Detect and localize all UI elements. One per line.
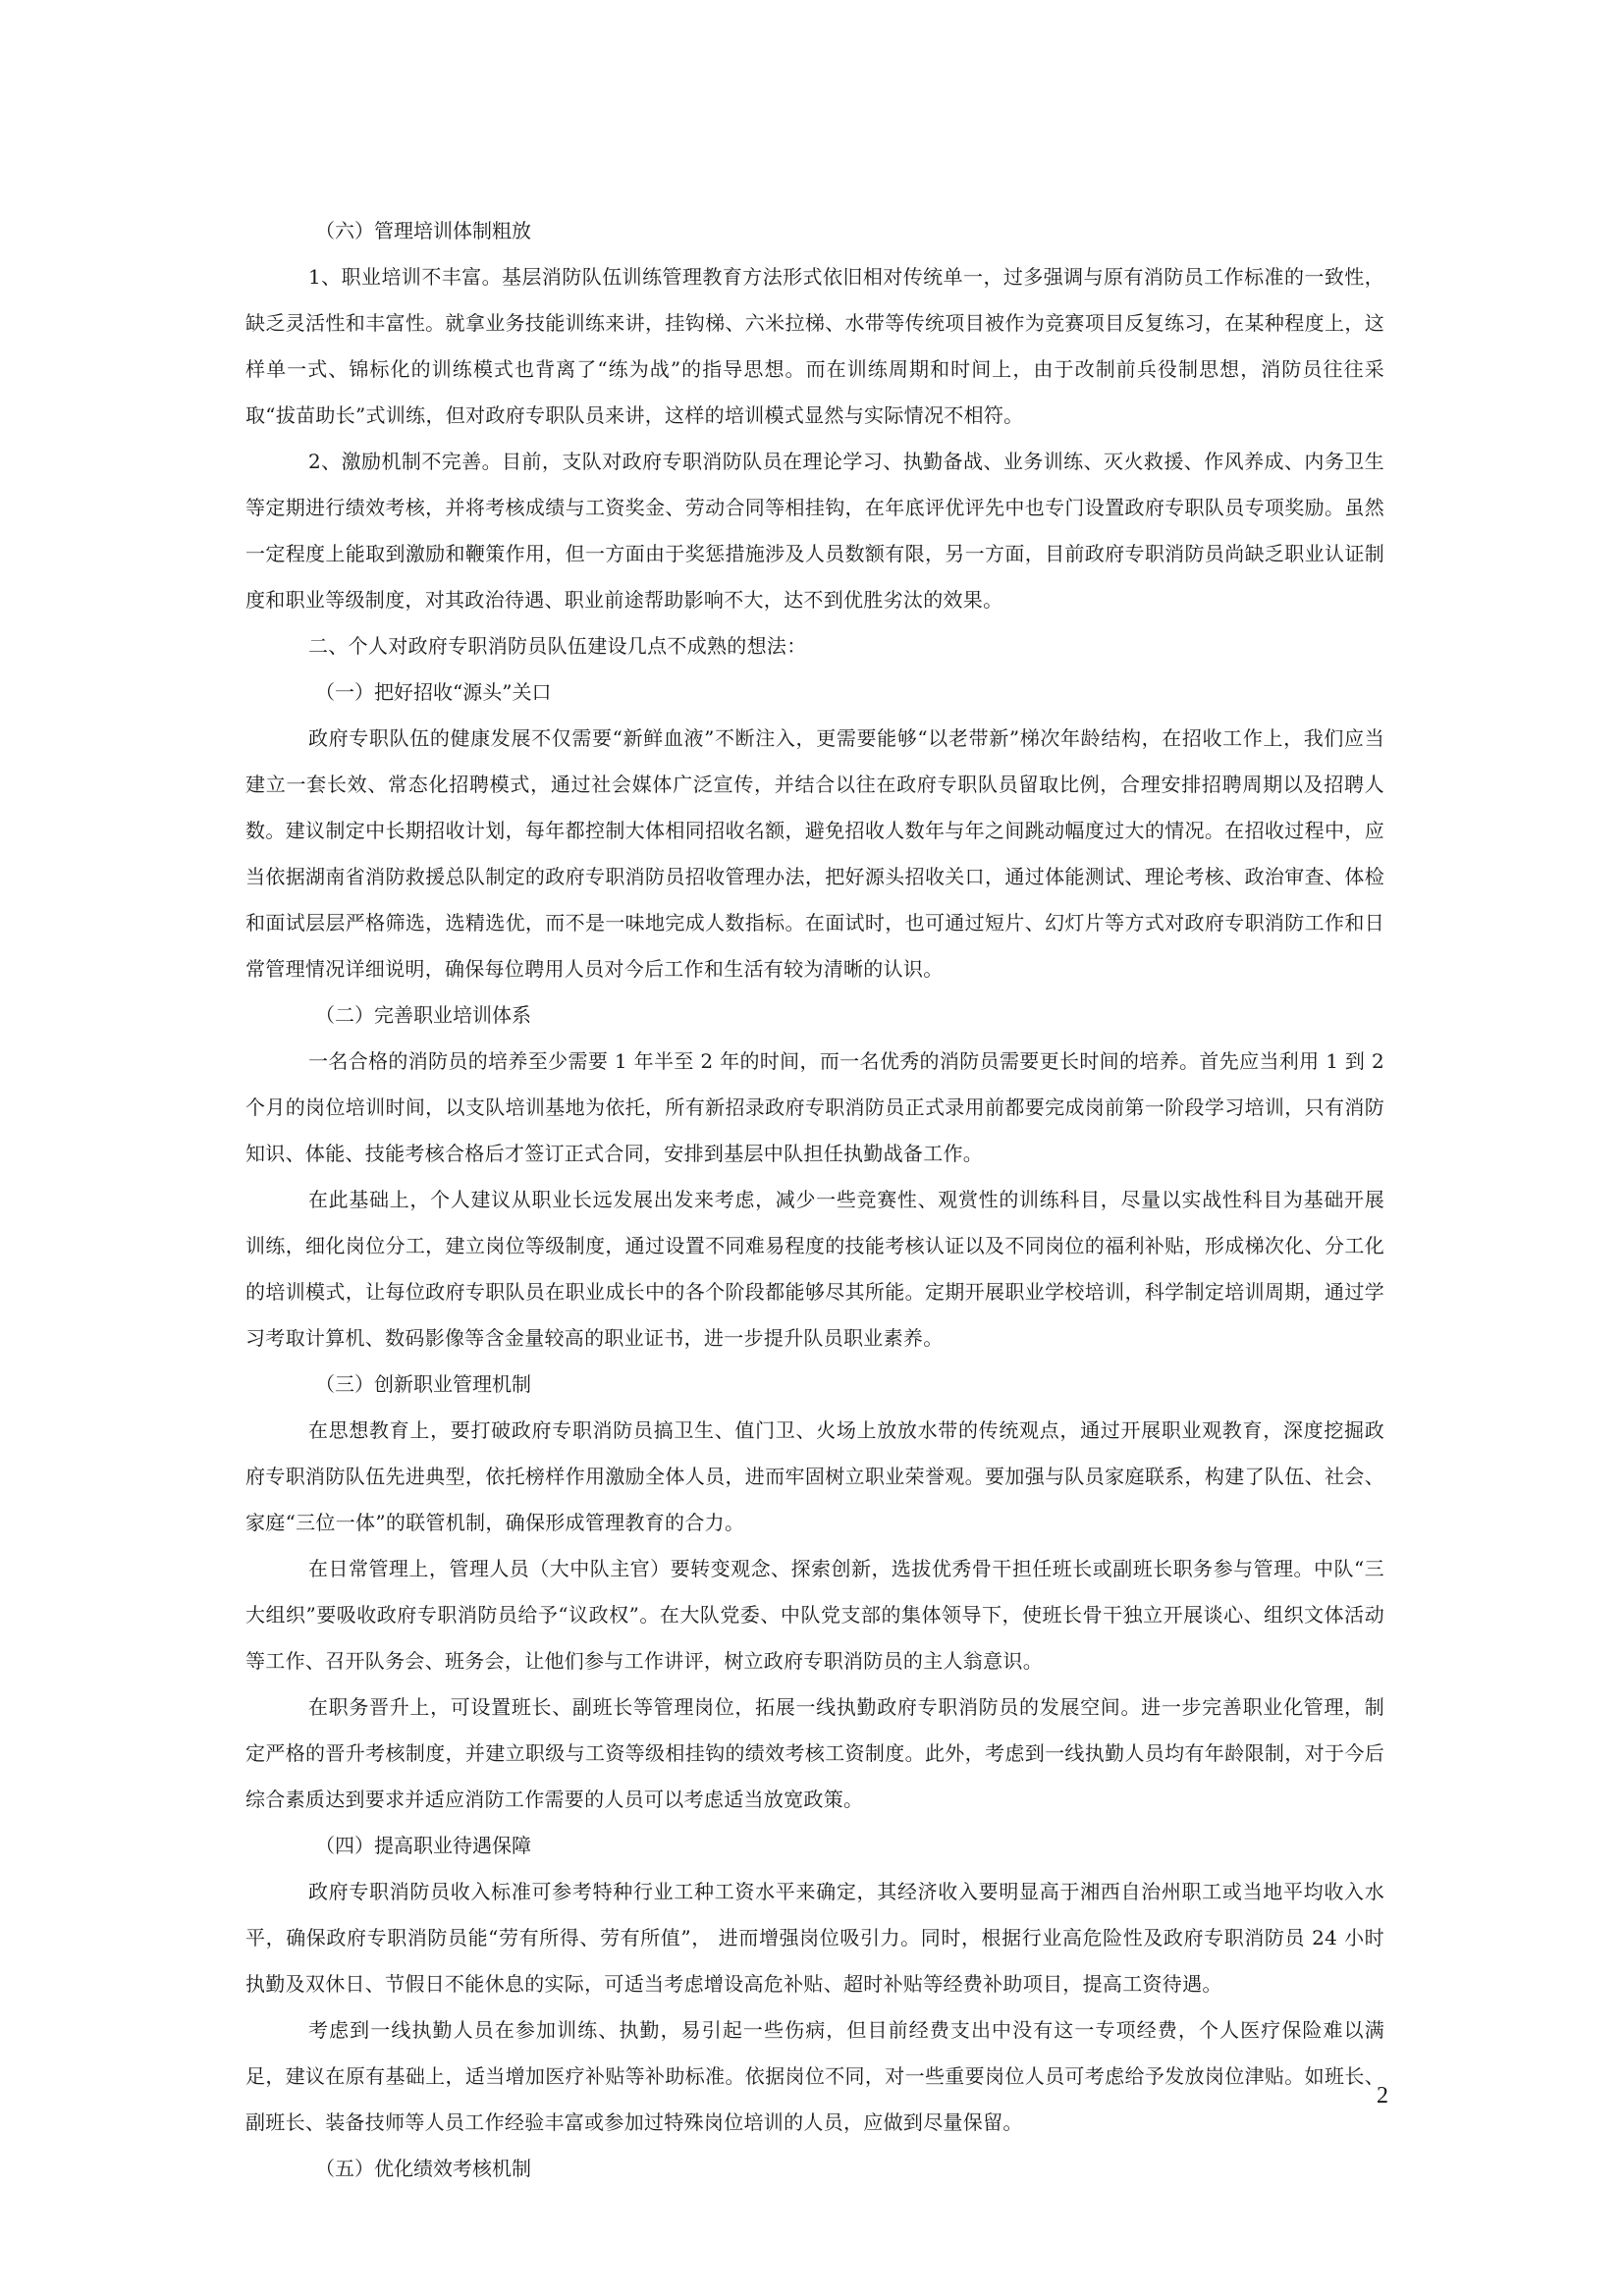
document-body [245,208,1384,2192]
paragraph: 二、个人对政府专职消防员队伍建设几点不成熟的想法： [308,634,807,658]
section-heading: （一）把好招收“源头”关口 [315,680,552,704]
section-heading: （五）优化绩效考核机制 [315,2157,531,2180]
paragraph: 在日常管理上，管理人员（大中队主官）要转变观念、探索创新，选拔优秀骨干担任班长或副班长职务参与管理。中队“三大组织”要吸收政府专职消防员给予“议政权”。在大队党委、中队党支部的集体领导下，使班长骨干独立开展谈心、组织文体活动等工作、召开队务会、班务会，让他们参与工作讲评，树立政府专职消防员的主人翁意识。 [245,1557,1384,1673]
paragraph: 在此基础上，个人建议从职业长远发展出发来考虑，减少一些竞赛性、观赏性的训练科目，尽量以实战性科目为基础开展训练，细化岗位分工，建立岗位等级制度，通过设置不同难易程度的技能考核认证以及不同岗位的福利补贴，形成梯次化、分工化的培训模式，让每位政府专职队员在职业成长中的各个阶段都能够尽其所能。定期开展职业学校培训，科学制定培训周期，通过学习考取计算机、数码影像等含金量较高的职业证书，进一步提升队员职业素养。 [245,1188,1384,1350]
section-heading: （四）提高职业待遇保障 [315,1834,531,1857]
paragraph: 一名合格的消防员的培养至少需要 1 年半至 2 年的时间，而一名优秀的消防员需要更长时间的培养。首先应当利用 1 到 2 个月的岗位培训时间，以支队培训基地为依托，所有新招录政府专职消防员正式录用前都要完成岗前第一阶段学习培训，只有消防知识、体能、技能考核合格后才签订正式合同，安排到基层中队担任执勤战备工作。 [245,1049,1384,1165]
section-heading: （二）完善职业培训体系 [315,1003,531,1027]
page-number: 2 [1377,2083,1388,2109]
paragraph: 政府专职消防员收入标准可参考特种行业工种工资水平来确定，其经济收入要明显高于湘西自治州职工或当地平均收入水平，确保政府专职消防员能“劳有所得、劳有所值”， 进而增强岗位吸引力。同时，根据行业高危险性及政府专职消防员 24 小时执勤及双休日、节假日不能休息的实际，可适当考虑增设高危补贴、超时补贴等经费补助项目，提高工资待遇。 [245,1880,1384,1996]
paragraph: 1、职业培训不丰富。基层消防队伍训练管理教育方法形式依旧相对传统单一，过多强调与原有消防员工作标准的一致性，缺乏灵活性和丰富性。就拿业务技能训练来讲，挂钩梯、六米拉梯、水带等传统项目被作为竞赛项目反复练习，在某种程度上，这样单一式、锦标化的训练模式也背离了“练为战”的指导思想。而在训练周期和时间上，由于改制前兵役制思想，消防员往往采取“拔苗助长”式训练，但对政府专职队员来讲，这样的培训模式显然与实际情况不相符。 [245,265,1384,427]
section-heading: （三）创新职业管理机制 [315,1372,531,1396]
paragraph: 考虑到一线执勤人员在参加训练、执勤，易引起一些伤病，但目前经费支出中没有这一专项经费，个人医疗保险难以满足，建议在原有基础上，适当增加医疗补贴等补助标准。依据岗位不同，对一些重要岗位人员可考虑给予发放岗位津贴。如班长、副班长、装备技师等人员工作经验丰富或参加过特殊岗位培训的人员，应做到尽量保留。 [245,2018,1384,2134]
section-heading: （六）管理培训体制粗放 [315,219,531,242]
paragraph: 政府专职队伍的健康发展不仅需要“新鲜血液”不断注入，更需要能够“以老带新”梯次年龄结构，在招收工作上，我们应当建立一套长效、常态化招聘模式，通过社会媒体广泛宣传，并结合以往在政府专职队员留取比例，合理安排招聘周期以及招聘人数。建议制定中长期招收计划，每年都控制大体相同招收名额，避免招收人数年与年之间跳动幅度过大的情况。在招收过程中，应当依据湖南省消防救援总队制定的政府专职消防员招收管理办法，把好源头招收关口，通过体能测试、理论考核、政治审查、体检和面试层层严格筛选，选精选优，而不是一味地完成人数指标。在面试时，也可通过短片、幻灯片等方式对政府专职消防工作和日常管理情况详细说明，确保每位聘用人员对今后工作和生活有较为清晰的认识。 [245,726,1384,981]
paragraph: 在思想教育上，要打破政府专职消防员搞卫生、值门卫、火场上放放水带的传统观点，通过开展职业观教育，深度挖掘政府专职消防队伍先进典型，依托榜样作用激励全体人员，进而牢固树立职业荣誉观。要加强与队员家庭联系，构建了队伍、社会、家庭“三位一体”的联管机制，确保形成管理教育的合力。 [245,1418,1384,1534]
paragraph: 2、激励机制不完善。目前，支队对政府专职消防队员在理论学习、执勤备战、业务训练、灭火救援、作风养成、内务卫生等定期进行绩效考核，并将考核成绩与工资奖金、劳动合同等相挂钩，在年底评优评先中也专门设置政府专职队员专项奖励。虽然一定程度上能取到激励和鞭策作用，但一方面由于奖惩措施涉及人员数额有限，另一方面，目前政府专职消防员尚缺乏职业认证制度和职业等级制度，对其政治待遇、职业前途帮助影响不大，达不到优胜劣汰的效果。 [245,450,1384,612]
paragraph: 在职务晋升上，可设置班长、副班长等管理岗位，拓展一线执勤政府专职消防员的发展空间。进一步完善职业化管理，制定严格的晋升考核制度，并建立职级与工资等级相挂钩的绩效考核工资制度。此外，考虑到一线执勤人员均有年龄限制，对于今后综合素质达到要求并适应消防工作需要的人员可以考虑适当放宽政策。 [245,1695,1384,1811]
